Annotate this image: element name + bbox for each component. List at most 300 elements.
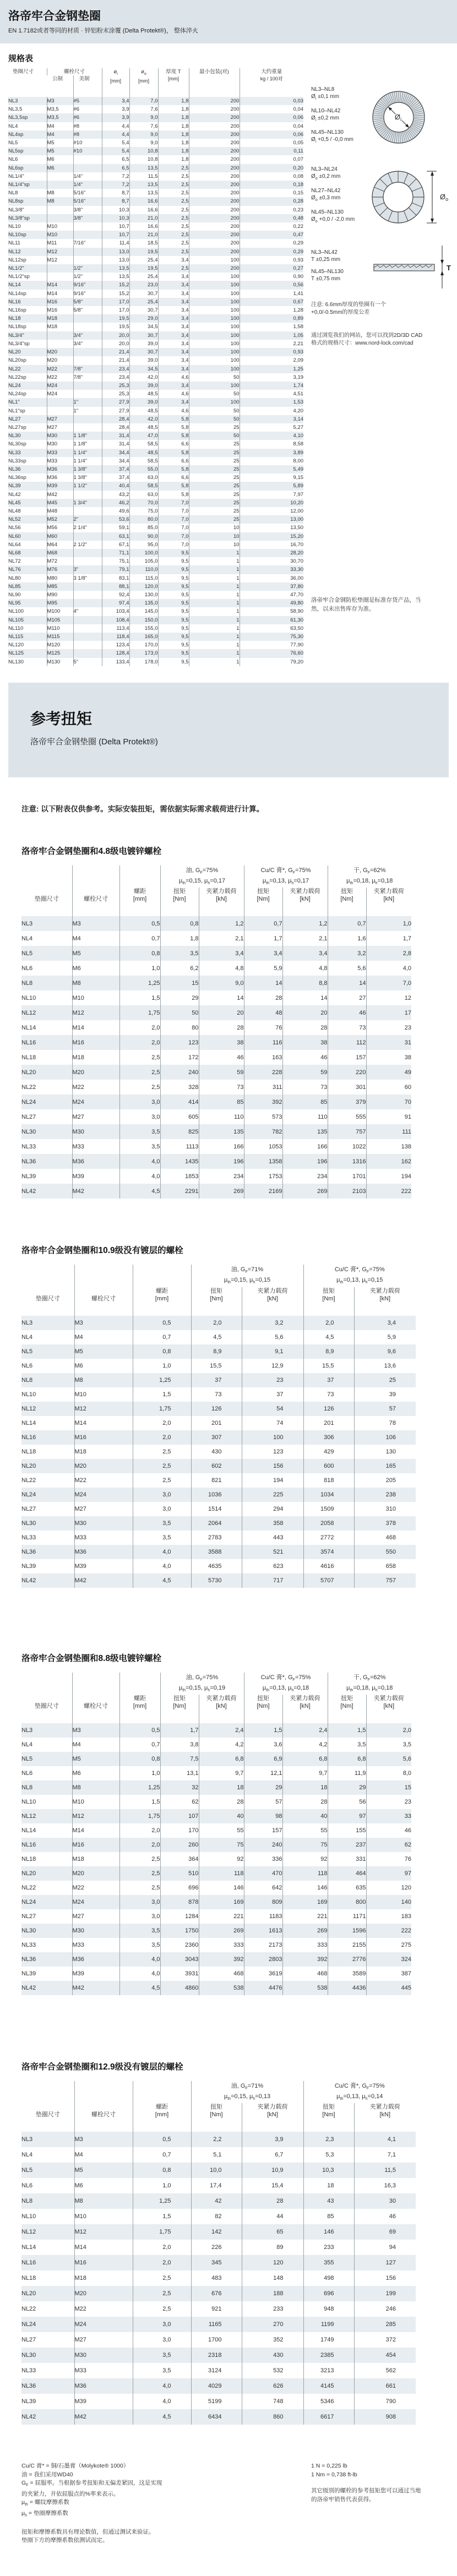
col-washer: 垫圈尺寸 (35, 2111, 60, 2118)
torque-table-row (21, 2209, 416, 2224)
cell: NL3/4"sp (8, 340, 30, 347)
cell: 11,5 (129, 172, 158, 181)
cell (73, 599, 102, 607)
spec-table-row (8, 365, 303, 373)
cell: M12 (47, 248, 73, 256)
cell: 97 (328, 1809, 366, 1823)
cell: 5,4 (102, 139, 129, 147)
cell: 73 (303, 1387, 354, 1402)
cell: NL125 (8, 650, 24, 657)
cell: 0,67 (240, 298, 303, 306)
cad-website-link[interactable]: www.nord-lock.com/cad (355, 340, 414, 346)
cell: 15,2 (102, 281, 129, 289)
cell: 8,8 (282, 976, 328, 990)
cell: M22 (47, 365, 73, 373)
torque-table-row (21, 1488, 416, 1502)
cell: 676 (191, 2286, 242, 2301)
cell: 2,1 (199, 931, 244, 946)
cell: M20 (72, 1866, 119, 1881)
spec-table-row (8, 633, 303, 641)
lubrication-group-header: 油, $G_F=75\%$ $\mu_{th}=0,15$, $\mu_h=0,19$ (160, 1673, 244, 1695)
cell: 0,8 (133, 2163, 191, 2178)
torque-section-title: 参考扭矩 (30, 710, 93, 727)
tolerance-value: T ±0,75 mm (311, 275, 341, 282)
cell: 4,6 (158, 373, 189, 382)
torque-table-body (21, 1723, 411, 1995)
cell: NL33 (21, 1143, 36, 1150)
cell: M39 (74, 2394, 133, 2409)
cell: 379 (328, 1094, 366, 1109)
cell: 2,21 (240, 340, 303, 348)
cell: M5 (74, 1344, 133, 1359)
cell: 538 (199, 1981, 244, 1995)
cell: 205 (354, 1473, 416, 1488)
cell: M3 (72, 916, 119, 931)
cell: 0,89 (240, 314, 303, 323)
cell: M42 (74, 2409, 133, 2425)
cell: 3,2 (242, 1316, 303, 1330)
cell: 3/4" (73, 340, 102, 348)
cell: NL3/8" (8, 206, 24, 213)
torque-table-row (21, 1924, 411, 1938)
cell: 1/2" (73, 264, 102, 273)
cell: 4,10 (240, 432, 303, 440)
col-min-pack: 最小包装(对) (189, 68, 240, 97)
cell: 13,5 (129, 164, 158, 172)
cell: 27,9 (102, 398, 129, 406)
cell: NL27sp (8, 424, 26, 431)
cell: NL10sp (8, 232, 26, 238)
cell: 200 (189, 206, 240, 214)
cell: 76,60 (240, 649, 303, 657)
cell: 8,9 (191, 1344, 242, 1359)
cell: 165 (354, 1459, 416, 1473)
cell: 2,0 (133, 2255, 191, 2270)
cell: M5 (47, 139, 73, 147)
cell: M14 (47, 290, 73, 298)
cell: NL20sp (8, 357, 26, 364)
torque-table-title-129: 洛帝牢合金钢垫圈和12.9级没有镀层的螺栓 (21, 2062, 183, 2072)
cell: NL14 (21, 1419, 36, 1426)
cell: 2291 (160, 1184, 199, 1199)
svg-text:Øo: $Ø_o$ (440, 193, 449, 202)
cell: 1034 (303, 1488, 354, 1502)
cell: 429 (303, 1445, 354, 1459)
cell: 200 (189, 181, 240, 189)
spec-table-row (8, 373, 303, 382)
cell: 4,5 (133, 1573, 191, 1588)
cell: M3 (74, 1316, 133, 1330)
cell: 532 (242, 2363, 303, 2378)
cell: 29 (328, 1780, 366, 1795)
cell: 20 (282, 1005, 328, 1020)
cell: 392 (244, 1094, 282, 1109)
cell: 4,5 (191, 1330, 242, 1344)
cell: NL12 (8, 248, 21, 255)
cell: 3,4 (158, 298, 189, 306)
cell: NL14 (8, 282, 21, 288)
torque-table-row (21, 2193, 416, 2209)
cell: M6 (72, 961, 119, 976)
spec-table-row (8, 214, 303, 222)
cell: M8 (74, 2193, 133, 2209)
spec-table-row (8, 423, 303, 432)
cell: 28 (244, 990, 282, 1005)
spec-table-row (8, 499, 303, 507)
torque-table-row (21, 1473, 416, 1488)
cell: 46 (328, 1005, 366, 1020)
cell: 25 (189, 491, 240, 499)
cell: 0,28 (240, 197, 303, 205)
torque-table-row (21, 1139, 411, 1154)
cell: 233 (242, 2301, 303, 2317)
cell: M18 (74, 1445, 133, 1459)
cell: M12 (47, 256, 73, 264)
cell: 3,0 (119, 1109, 160, 1124)
cell: 200 (189, 105, 240, 113)
cell: 378 (354, 1516, 416, 1531)
cell: 3,14 (240, 415, 303, 423)
cell: 328 (160, 1080, 199, 1094)
cell: 0,7 (244, 916, 282, 931)
cell: 140 (366, 1895, 411, 1909)
cell: M18 (47, 314, 73, 323)
cell: M30 (74, 2348, 133, 2363)
cell: 3,5 (119, 1924, 160, 1938)
cell: 73 (191, 1387, 242, 1402)
cell: 821 (191, 1473, 242, 1488)
cell: 6,5 (102, 164, 129, 172)
cell: 757 (328, 1124, 366, 1139)
cell: 5,9 (354, 1330, 416, 1344)
spec-table-row (8, 306, 303, 314)
cell: 4,2 (199, 1738, 244, 1752)
col-torque: 扭矩 [Nm] (328, 887, 366, 916)
cell: NL36 (8, 466, 21, 472)
cell: 0,5 (133, 1316, 191, 1330)
cell: 0,04 (240, 122, 303, 130)
cell: 2103 (328, 1184, 366, 1199)
cell: 9,0 (199, 976, 244, 990)
lubrication-group-header: Cu/C 膏*, $G_F=75\%$ $\mu_{th}=0,13$, $\mu_h=0,14$ (303, 2081, 416, 2103)
cell: 27,9 (102, 407, 129, 415)
col-washer-size: 垫圈尺寸 (13, 69, 34, 75)
cell: 1,25 (133, 2193, 191, 2209)
cell: 352 (242, 2332, 303, 2348)
cell: 118,4 (102, 633, 129, 641)
cell: 2,5 (158, 172, 189, 181)
cell: M12 (72, 1005, 119, 1020)
spec-table-row (8, 649, 303, 657)
cell: 126 (191, 1402, 242, 1416)
cell: M6 (47, 164, 73, 172)
cell: 1,5 (328, 1723, 366, 1738)
cell: M27 (74, 2332, 133, 2348)
cell: 10,3 (303, 2163, 354, 2178)
cell: 2772 (303, 1531, 354, 1545)
cell: NL115 (8, 634, 24, 640)
cell: 757 (354, 1573, 416, 1588)
cell: 18 (199, 1780, 244, 1795)
cell (73, 641, 102, 649)
cell: NL8 (21, 1784, 33, 1791)
cell: 3,0 (133, 1488, 191, 1502)
spec-table-row (8, 130, 303, 139)
cell: 135 (282, 1124, 328, 1139)
cell: 221 (199, 1909, 244, 1924)
cell: M8 (72, 1780, 119, 1795)
cell (73, 222, 102, 231)
cell: 285 (354, 2317, 416, 2332)
cell: 156 (242, 1459, 303, 1473)
torque-table-row (21, 1169, 411, 1184)
torque-table-title-88: 洛帝牢合金钢垫圈和8.8级电镀锌螺栓 (21, 1653, 162, 1663)
torque-disclaimer-note: 注意: 以下附表仅供参考。实际安装扭矩，需依据实际需求载荷进行计算。 (21, 804, 264, 813)
cell: 642 (244, 1881, 282, 1895)
col-washer: 垫圈尺寸 (34, 896, 59, 903)
torque-table-row (21, 1909, 411, 1924)
cell: 50 (160, 1005, 199, 1020)
cell: 23 (366, 1795, 411, 1809)
cell: 3,0 (119, 1895, 160, 1909)
cell: 790 (354, 2394, 416, 2409)
cell: 3,4 (199, 946, 244, 961)
cell: 8,58 (240, 440, 303, 448)
cell: M36 (47, 473, 73, 482)
cell: 2,5 (158, 181, 189, 189)
cell: NL8 (21, 2198, 33, 2205)
cell: 37,4 (102, 473, 129, 482)
cell: #8 (73, 130, 102, 139)
cell: 166 (199, 1139, 244, 1154)
col-torque: 扭矩 [Nm] (244, 1695, 282, 1723)
cell: 28,4 (102, 423, 129, 432)
cell: 100 (189, 323, 240, 331)
torque-table-body (21, 916, 411, 1199)
tolerance-value: $Ø_i \pm 0,1$ mm (311, 94, 339, 101)
footnotes (21, 2462, 449, 2545)
cell: 9,5 (158, 641, 189, 649)
spec-table-row (8, 582, 303, 591)
cell: M27 (74, 1502, 133, 1516)
cell: 1/4" (73, 172, 102, 181)
torque-table-row (21, 1516, 416, 1531)
cell: 345 (191, 2255, 242, 2270)
cell: M33 (72, 1139, 119, 1154)
cell: 5,8 (158, 491, 189, 499)
cell: 4,0 (133, 1559, 191, 1573)
cell: NL4 (21, 935, 33, 942)
cell: 100 (189, 298, 240, 306)
tolerance-range: NL45–NL130 (311, 268, 344, 275)
cell: 34,4 (102, 457, 129, 465)
cell: 28,4 (102, 415, 129, 423)
col-inner-diameter: $ø_i$ [mm] (102, 68, 129, 97)
cell: 1,0 (133, 2178, 191, 2193)
cell: M42 (47, 491, 73, 499)
cell: 1284 (160, 1909, 199, 1924)
cell: M18 (72, 1852, 119, 1866)
cell: 10,20 (240, 499, 303, 507)
cell: NL24sp (8, 391, 26, 397)
cell: 1 3/4" (73, 499, 102, 507)
cell: 4,0 (133, 2378, 191, 2394)
cell: 4,0 (133, 1545, 191, 1559)
cell: 150,0 (129, 616, 158, 624)
cell: 9,5 (158, 557, 189, 565)
cell: 510 (160, 1866, 199, 1881)
cell: NL36sp (8, 475, 26, 481)
cell: 430 (242, 2348, 303, 2363)
cell (73, 231, 102, 239)
cell: 106 (354, 1430, 416, 1445)
cell: 50 (189, 432, 240, 440)
cell: 16,6 (129, 222, 158, 231)
cell: M16 (74, 2255, 133, 2270)
cell: M5 (47, 147, 73, 155)
washer-profile-diagram-icon (366, 243, 452, 291)
torque-table-body (21, 1316, 416, 1588)
cell: 178,0 (129, 658, 158, 666)
cell: 15,5 (191, 1359, 242, 1373)
cell: 0,5 (119, 916, 160, 931)
cell: M39 (74, 1559, 133, 1573)
cell: 23 (366, 1020, 411, 1035)
cell: 10 (189, 541, 240, 549)
cell: NL1/4" (8, 173, 24, 179)
cell: 85 (199, 1094, 244, 1109)
spec-table-row (8, 139, 303, 147)
cell: #5 (73, 97, 102, 105)
cell: NL110 (8, 625, 24, 631)
cell: M6 (74, 2178, 133, 2193)
torque-table-row (21, 1752, 411, 1766)
cell: NL36 (21, 1158, 36, 1165)
cell: M6 (74, 1359, 133, 1373)
cell: 220 (328, 1065, 366, 1080)
cell: 0,05 (240, 139, 303, 147)
cell: NL30 (21, 2352, 36, 2359)
cell: 445 (366, 1981, 411, 1995)
cell: 3,9 (102, 105, 129, 113)
cell: 100 (242, 1430, 303, 1445)
cell: 37,80 (240, 582, 303, 591)
cell: 538 (282, 1981, 328, 1995)
cell (47, 331, 73, 340)
cell: 95,0 (129, 541, 158, 549)
cell: 3,4 (158, 306, 189, 314)
cell: 2,5 (133, 1459, 191, 1473)
cell (73, 155, 102, 164)
cell: 1183 (244, 1909, 282, 1924)
cell: 550 (354, 1545, 416, 1559)
cell: 5,8 (158, 415, 189, 423)
cell: 75,0 (129, 507, 158, 515)
cell: 16,70 (240, 541, 303, 549)
cell: 11,9 (328, 1766, 366, 1780)
cell: 110 (282, 1109, 328, 1124)
cell: 1 (189, 633, 240, 641)
cell: NL45 (8, 499, 21, 506)
torque-table-row (21, 1738, 411, 1752)
cell: 60 (366, 1080, 411, 1094)
torque-table-block-129 (8, 2060, 449, 2425)
cell: 25 (189, 473, 240, 482)
cell: M30 (47, 440, 73, 448)
cell: 128,4 (102, 649, 129, 657)
cell: NL24 (21, 1098, 36, 1105)
torque-table-row (21, 1967, 411, 1981)
cell: 91 (366, 1109, 411, 1124)
cell: 1,5 (119, 1795, 160, 1809)
cell (47, 398, 73, 406)
cell: M4 (72, 1738, 119, 1752)
cell: 1,0 (119, 961, 160, 976)
cell: 30,7 (129, 290, 158, 298)
cell: 626 (242, 2378, 303, 2394)
cell: NL10 (21, 2213, 36, 2220)
cell: NL33 (8, 449, 21, 456)
cell: 126 (303, 1402, 354, 1416)
cell: 7,0 (158, 515, 189, 524)
cell: 0,15 (240, 189, 303, 197)
header-row-groups (21, 1265, 416, 1287)
cell: 306 (303, 1430, 354, 1445)
col-clamp-load: 夹紧力载荷 [kN] (354, 1287, 416, 1316)
torque-table-block-88 (8, 1652, 449, 1995)
cell: NL3 (21, 2136, 33, 2143)
torque-table-row (21, 2147, 416, 2163)
cell: NL39 (21, 1562, 36, 1570)
cell: NL16 (21, 1841, 36, 1848)
cell: M3,5 (47, 105, 73, 113)
torque-table-row (21, 1780, 411, 1795)
torque-table-row (21, 1545, 416, 1559)
cell: 9,0 (129, 113, 158, 122)
cell: 200 (189, 197, 240, 205)
cell: 25 (189, 440, 240, 448)
cell: 1,53 (240, 398, 303, 406)
cell: 6,7 (242, 2147, 303, 2163)
cell: 2,0 (119, 1020, 160, 1035)
cell: 3,4 (158, 314, 189, 323)
torque-table-row (21, 1359, 416, 1373)
cell: M39 (47, 482, 73, 490)
torque-table-row (21, 2332, 416, 2348)
cell: 1,74 (240, 382, 303, 390)
cell: NL6 (21, 965, 33, 972)
cell: 269 (282, 1184, 328, 1199)
cell: 3,5 (133, 1516, 191, 1531)
cell: 307 (191, 1430, 242, 1445)
cell: 2,0 (133, 1430, 191, 1445)
cell: 38 (366, 1050, 411, 1065)
cell: NL30 (8, 433, 21, 439)
cell: 11,4 (102, 239, 129, 247)
lubrication-group-header: Cu/C 膏*, $G_F=75\%$ $\mu_{th}=0,13$, $\mu_h=0,17$ (244, 865, 328, 887)
spec-table-row (8, 591, 303, 599)
tolerance-range: NL27–NL42 (311, 188, 341, 194)
cell: 1,8 (158, 122, 189, 130)
cell: M36 (74, 2378, 133, 2394)
cell: 3,4 (282, 946, 328, 961)
cell (73, 382, 102, 390)
cell (73, 532, 102, 541)
cell: NL130 (8, 658, 24, 665)
cell: 46 (282, 1050, 328, 1065)
cell: 29 (160, 990, 199, 1005)
cell: 4,5 (119, 1184, 160, 1199)
